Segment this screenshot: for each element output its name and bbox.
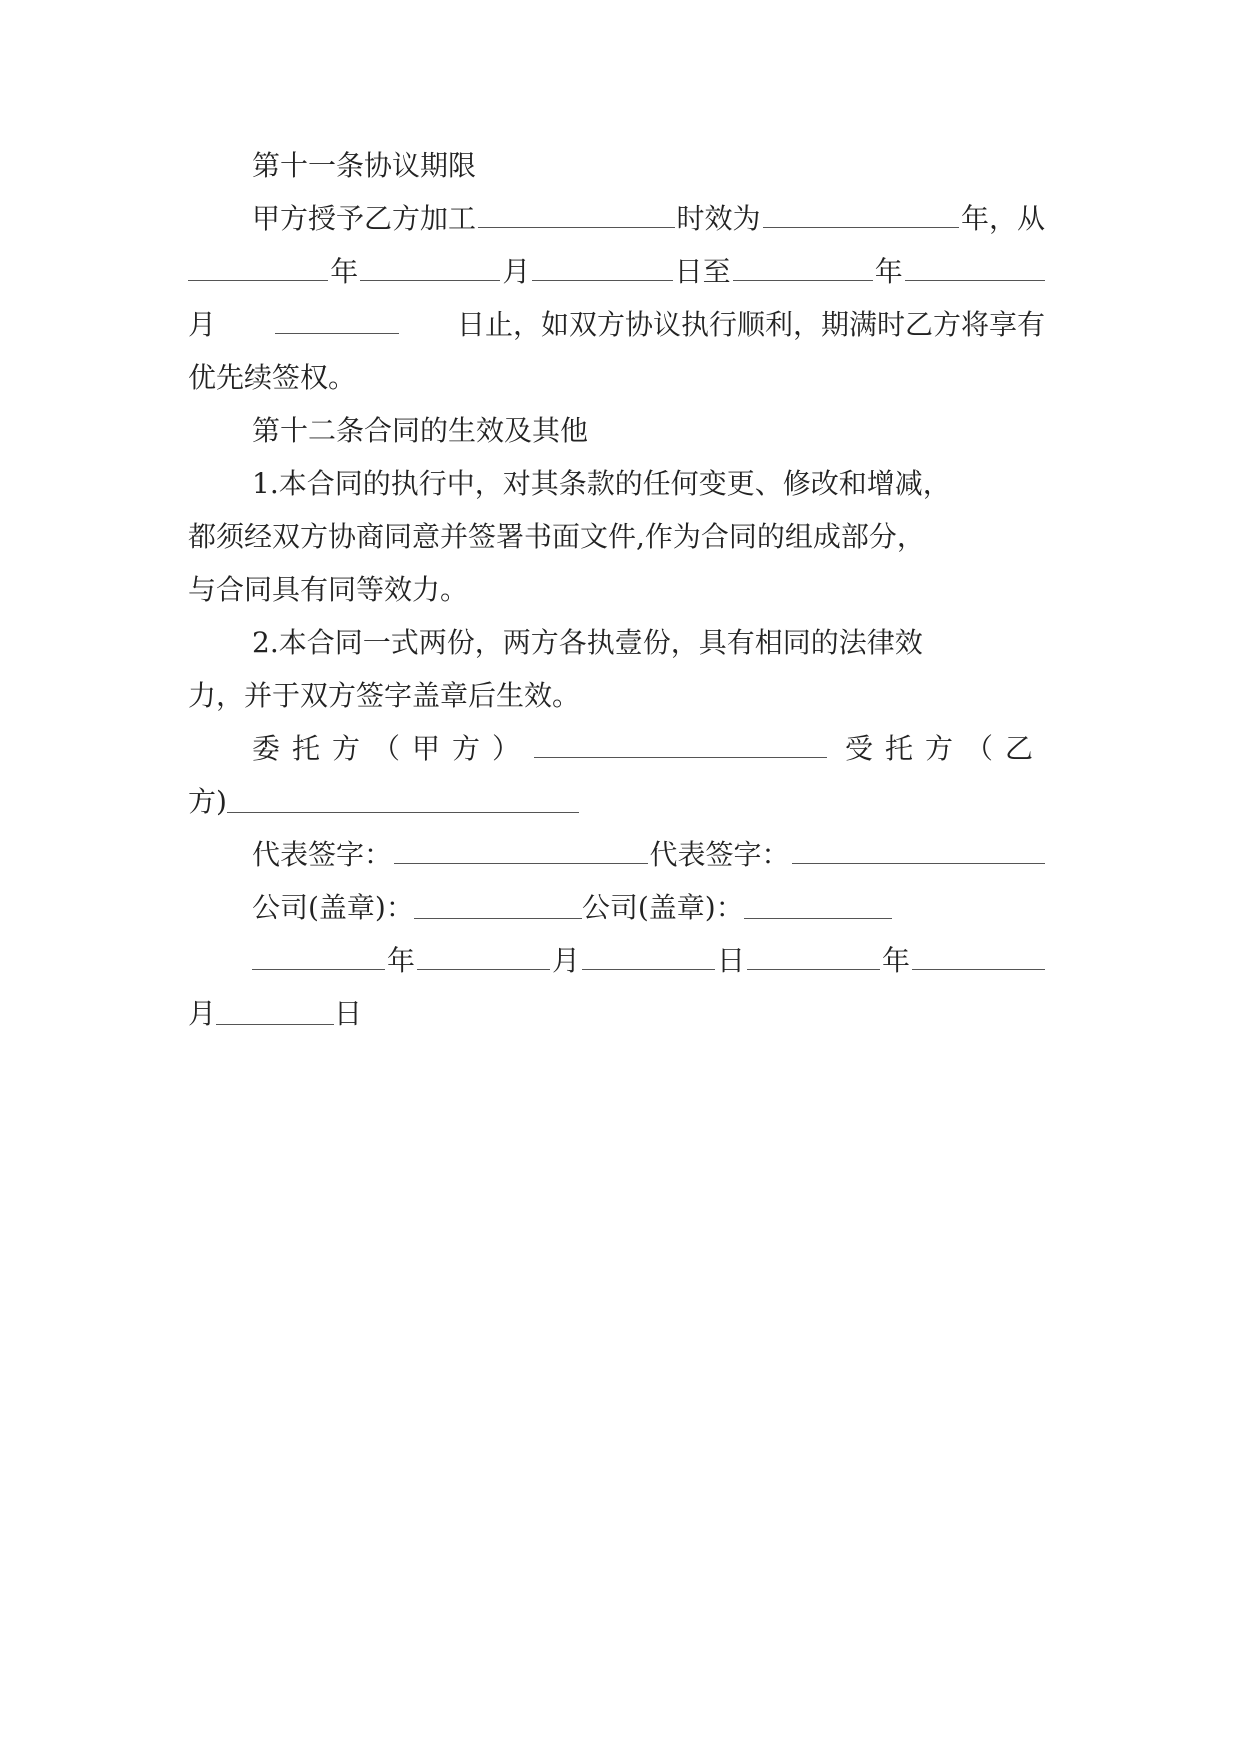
- start-year-blank: [188, 254, 328, 281]
- party-b-seal-blank: [744, 892, 892, 919]
- article-11-text: 月: [188, 308, 217, 341]
- date-text: 日: [716, 944, 745, 977]
- party-b-year-blank: [747, 943, 880, 970]
- article-11-text: 年: [330, 255, 359, 288]
- party-a-representative-blank: [394, 837, 647, 864]
- entrusting-party-label: 委托方（甲方）: [252, 732, 533, 765]
- party-b-day-blank: [216, 998, 334, 1025]
- party-b-representative-blank: [792, 837, 1045, 864]
- entrusted-party-blank: [227, 786, 579, 813]
- term-years-blank: [763, 201, 959, 228]
- party-a-month-blank: [417, 943, 550, 970]
- signature-parties-line-1: [252, 729, 1045, 769]
- signing-date-line-2: [188, 994, 1045, 1034]
- article-11-text: 时效为: [676, 202, 761, 235]
- article-11-line-4: 优先续签权。: [188, 361, 357, 394]
- start-day-blank: [532, 254, 672, 281]
- company-seal-line: [252, 888, 1045, 928]
- article-11-heading: 第十一条协议期限: [252, 149, 477, 182]
- article-12-item-1-line-2: 都须经双方协商同意并签署书面文件,作为合同的组成部分，: [188, 520, 925, 553]
- document-page: [188, 0, 1045, 1754]
- start-month-blank: [360, 254, 500, 281]
- article-11-line-3: [188, 305, 1045, 345]
- party-a-day-blank: [582, 943, 715, 970]
- entrusted-party-label-end: 方): [188, 785, 227, 818]
- signature-parties-line-2: [188, 782, 1045, 822]
- date-text: 月: [551, 944, 580, 977]
- article-11-text: 年，从: [961, 202, 1046, 235]
- date-text: 年: [881, 944, 910, 977]
- representative-signature-label: 代表签字：: [252, 838, 393, 871]
- company-seal-label: 公司(盖章)：: [252, 891, 414, 924]
- date-text: 日: [334, 997, 363, 1030]
- article-12-item-2-line-1: 2.本合同一式两份，两方各执壹份，具有相同的法律效: [252, 626, 923, 659]
- party-a-year-blank: [252, 943, 385, 970]
- article-12-heading: 第十二条合同的生效及其他: [252, 414, 589, 447]
- article-12-item-1-line-3: 与合同具有同等效力。: [188, 573, 469, 606]
- party-b-month-blank: [912, 943, 1045, 970]
- article-12-item-2-line-2: 力，并于双方签字盖章后生效。: [188, 679, 581, 712]
- company-seal-label: 公司(盖章)：: [581, 891, 744, 924]
- end-month-blank: [905, 254, 1045, 281]
- end-day-blank: [275, 307, 399, 334]
- article-11-text: 年: [874, 255, 903, 288]
- representative-signature-label: 代表签字：: [649, 838, 790, 871]
- article-11-line-2: [188, 252, 1045, 292]
- article-11-text: 月: [502, 255, 531, 288]
- article-11-text: 日止，如双方协议执行顺利，期满时乙方将享有: [456, 308, 1045, 341]
- article-11-text: 甲方授予乙方加工: [252, 202, 477, 235]
- processing-item-blank: [478, 201, 674, 228]
- article-11-line-1: [252, 199, 1045, 239]
- signing-date-line-1: [252, 941, 1045, 981]
- article-12-item-1-line-1: 1.本合同的执行中，对其条款的任何变更、修改和增减，: [252, 467, 951, 500]
- date-text: 年: [386, 944, 415, 977]
- date-text: 月: [188, 997, 217, 1030]
- representative-signature-line: [252, 835, 1045, 875]
- end-year-blank: [733, 254, 873, 281]
- entrusted-party-label: 受托方（乙: [844, 732, 1045, 765]
- article-11-text: 日至: [674, 255, 731, 288]
- entrusting-party-blank: [534, 731, 827, 758]
- party-a-seal-blank: [414, 892, 582, 919]
